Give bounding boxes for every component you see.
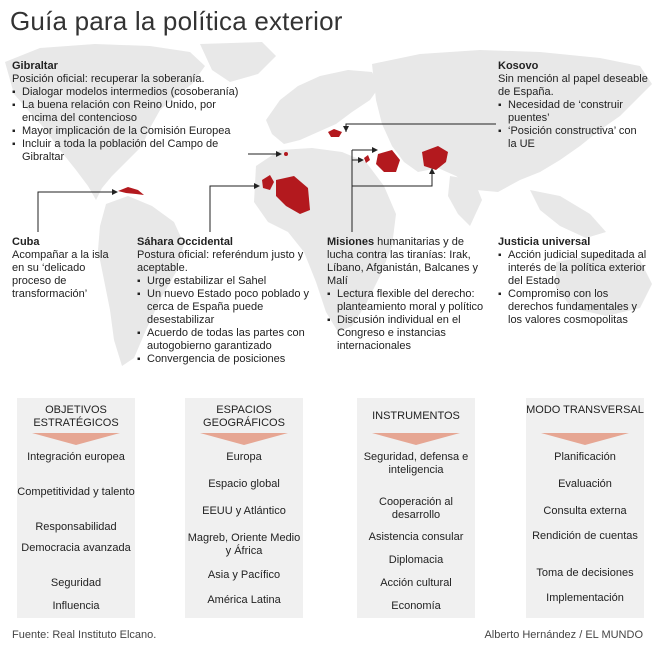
column-item: Integración europea bbox=[27, 451, 125, 463]
kosovo-list bbox=[498, 99, 648, 151]
kosovo-item: ▪ Necesidad de ‘construir puentes’ bbox=[498, 99, 648, 125]
column-item: Competitividad y talento bbox=[17, 486, 135, 498]
cuba-block bbox=[12, 236, 120, 301]
column-objetivos bbox=[17, 398, 135, 618]
column-item: Responsabilidad bbox=[35, 521, 117, 533]
misiones-list bbox=[327, 288, 489, 353]
misiones-intro: humanitarias y de lucha contra las tiranías: Irak, Líbano, Afganistán, Balcanes y Malí bbox=[327, 236, 479, 287]
column-header: INSTRUMENTOS bbox=[372, 410, 460, 422]
column-item: EEUU y Atlántico bbox=[202, 505, 286, 517]
page-title: Guía para la política exterior bbox=[10, 6, 343, 36]
sahara-item: ▪ Convergencia de posiciones bbox=[137, 353, 315, 366]
column-item: Planificación bbox=[554, 451, 616, 463]
justicia-item: ▪ Compromiso con los derechos fundamentales y los valores cosmopolitas bbox=[498, 288, 650, 327]
sahara-item: ▪ Urge estabilizar el Sahel bbox=[137, 275, 315, 288]
misiones-item: ▪ Discusión individual en el Congreso e instancias internacionales bbox=[327, 314, 489, 353]
sahara-list bbox=[137, 275, 315, 366]
column-item: Asistencia consular bbox=[368, 531, 464, 543]
gibraltar-heading: Gibraltar bbox=[12, 60, 58, 72]
europe-shape bbox=[266, 70, 380, 144]
column-header: MODO TRANSVERSAL bbox=[526, 404, 644, 416]
column-item: América Latina bbox=[207, 594, 281, 606]
kosovo-intro: Sin mención al papel deseable de España. bbox=[498, 73, 648, 98]
gibraltar-item: ▪ Incluir a toda la población del Campo de Gibraltar bbox=[12, 138, 252, 164]
sahara-item: ▪ Acuerdo de todas las partes con autogobierno garantizado bbox=[137, 327, 315, 353]
gibraltar-intro: Posición oficial: recuperar la soberanía. bbox=[12, 73, 205, 85]
column-item: Implementación bbox=[546, 592, 624, 604]
down-arrow-icon bbox=[200, 433, 288, 445]
column-espacios bbox=[185, 398, 303, 618]
down-arrow-icon bbox=[541, 433, 629, 445]
source-note: Fuente: Real Instituto Elcano. bbox=[12, 629, 157, 641]
justicia-block bbox=[498, 236, 650, 327]
column-item: Cooperación al desarrollo bbox=[379, 496, 453, 521]
column-item: Democracia avanzada bbox=[21, 542, 131, 554]
kosovo-shape bbox=[328, 129, 342, 137]
cuba-intro: Acompañar a la isla en su ‘delicado proceso de transformación’ bbox=[12, 249, 109, 300]
gibraltar-item: ▪ La buena relación con Reino Unido, por encima del contencioso bbox=[12, 99, 252, 125]
misiones-item: ▪ Lectura flexible del derecho: planteamiento moral y político bbox=[327, 288, 489, 314]
column-item: Europa bbox=[226, 451, 262, 463]
column-item: Seguridad bbox=[50, 577, 102, 589]
column-header: ESPACIOS GEOGRÁFICOS bbox=[203, 404, 285, 429]
column-item: Rendición de cuentas bbox=[532, 530, 638, 542]
sahara-connector bbox=[210, 186, 258, 232]
sahara-intro: Postura oficial: referéndum justo y aceptable. bbox=[137, 249, 304, 274]
column-item: Acción cultural bbox=[380, 577, 452, 589]
column-item: Toma de decisiones bbox=[536, 567, 634, 579]
column-item: Diplomacia bbox=[388, 554, 444, 566]
se-asia-shape bbox=[530, 190, 606, 238]
column-header: OBJETIVOS ESTRATÉGICOS bbox=[33, 404, 119, 429]
gibraltar-marker bbox=[284, 152, 288, 156]
down-arrow-icon bbox=[372, 433, 460, 445]
column-item: Evaluación bbox=[558, 478, 612, 490]
justicia-heading: Justicia universal bbox=[498, 236, 591, 248]
gibraltar-list bbox=[12, 86, 252, 164]
column-item: Magreb, Oriente Medio y África bbox=[187, 532, 301, 557]
gibraltar-block bbox=[12, 60, 252, 164]
misiones-heading: Misiones bbox=[327, 236, 375, 248]
column-modo bbox=[526, 398, 644, 618]
column-instrumentos bbox=[357, 398, 475, 618]
justicia-list bbox=[498, 249, 650, 327]
column-item: Consulta externa bbox=[543, 505, 627, 517]
column-item: Seguridad, defensa e inteligencia bbox=[363, 451, 469, 476]
justicia-item: ▪ Acción judicial supeditada al interés de la política exterior del Estado bbox=[498, 249, 650, 288]
sahara-heading: Sáhara Occidental bbox=[137, 236, 233, 248]
kosovo-heading: Kosovo bbox=[498, 60, 539, 72]
column-item: Influencia bbox=[52, 600, 100, 612]
credit-note: Alberto Hernández / EL MUNDO bbox=[484, 629, 643, 641]
cuba-shape bbox=[118, 187, 144, 195]
iraq-shape bbox=[376, 150, 400, 172]
gibraltar-item: ▪ Dialogar modelos intermedios (cosoberanía) bbox=[12, 86, 252, 99]
gibraltar-item: ▪ Mayor implicación de la Comisión Europea bbox=[12, 125, 252, 138]
column-item: Espacio global bbox=[208, 478, 280, 490]
cuba-heading: Cuba bbox=[12, 236, 40, 248]
column-item: Economía bbox=[391, 600, 441, 612]
misiones-intro-line bbox=[327, 236, 489, 288]
column-item: Asia y Pacífico bbox=[207, 569, 281, 581]
down-arrow-icon bbox=[32, 433, 120, 445]
sahara-block bbox=[137, 236, 315, 366]
kosovo-block bbox=[498, 60, 648, 151]
misiones-block bbox=[327, 236, 489, 353]
kosovo-item: ▪ ‘Posición constructiva’ con la UE bbox=[498, 125, 648, 151]
sahara-item: ▪ Un nuevo Estado poco poblado y cerca de España puede desestabilizar bbox=[137, 288, 315, 327]
